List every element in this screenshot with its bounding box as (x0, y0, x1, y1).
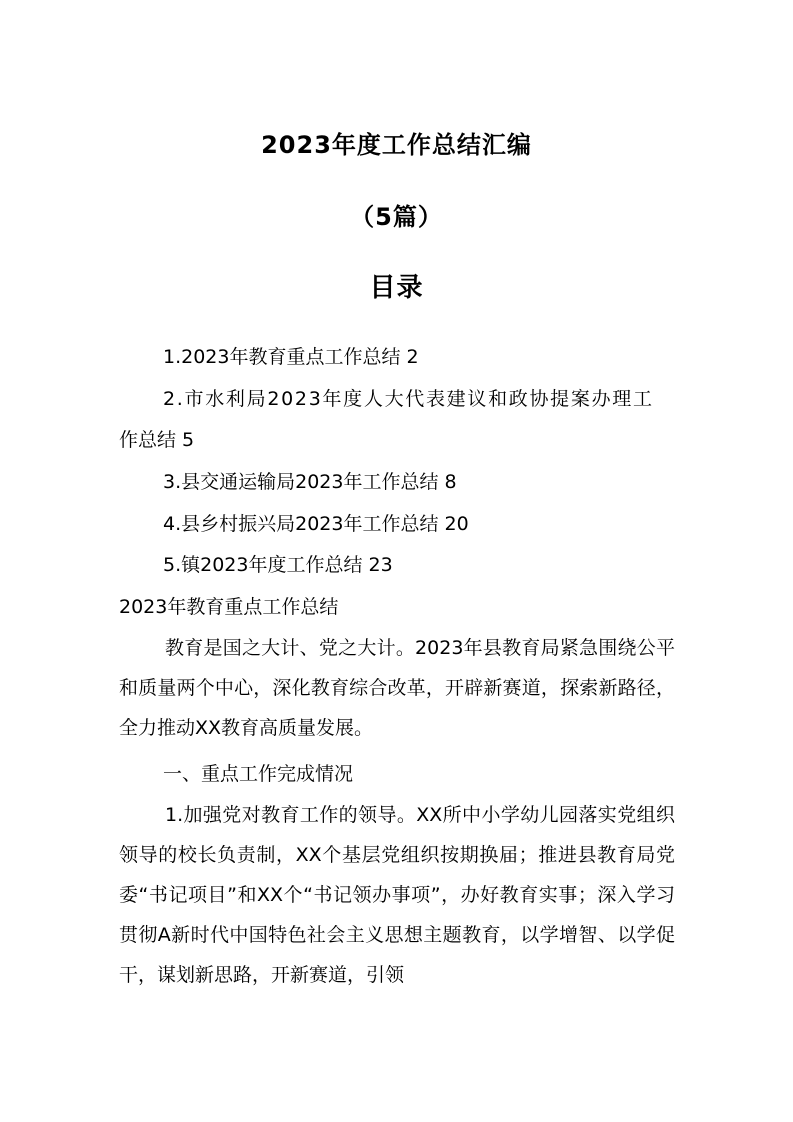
toc-item-5[interactable]: 5.镇2023年度工作总结 23 (163, 554, 393, 576)
article-title: 2023年教育重点工作总结 (119, 596, 339, 618)
toc-item-2[interactable]: 2.市水利局2023年度人大代表建议和政协提案办理工 (163, 388, 654, 410)
document-title: 2023年度工作总结汇编 (261, 131, 532, 159)
document-subtitle: （5篇） (350, 203, 443, 231)
section-heading: 一、重点工作完成情况 (163, 763, 354, 785)
toc-item-4[interactable]: 4.县乡村振兴局2023年工作总结 20 (163, 513, 469, 535)
toc-item-1[interactable]: 1.2023年教育重点工作总结 2 (163, 346, 419, 368)
toc-item-2-continued[interactable]: 作总结 5 (119, 429, 195, 451)
item-1-paragraph: 1.加强党对教育工作的领导。XX所中小学幼儿园落实党组织领导的校长负责制，XX个基层党组织按期换届；推进县教育局党委“书记项目”和XX个“书记领办事项”，办好教育实事；深入学习贯彻A新时代中国特色社会主义思想主题教育，以学增智、以学促干，谋划新思路，开新赛道，引领 (119, 804, 675, 986)
toc-heading: 目录 (369, 273, 424, 303)
intro-paragraph: 教育是国之大计、党之大计。2023年县教育局紧急围绕公平和质量两个中心，深化教育综合改革，开辟新赛道，探索新路径，全力推动XX教育高质量发展。 (119, 637, 675, 739)
toc-item-3[interactable]: 3.县交通运输局2023年工作总结 8 (163, 471, 457, 493)
